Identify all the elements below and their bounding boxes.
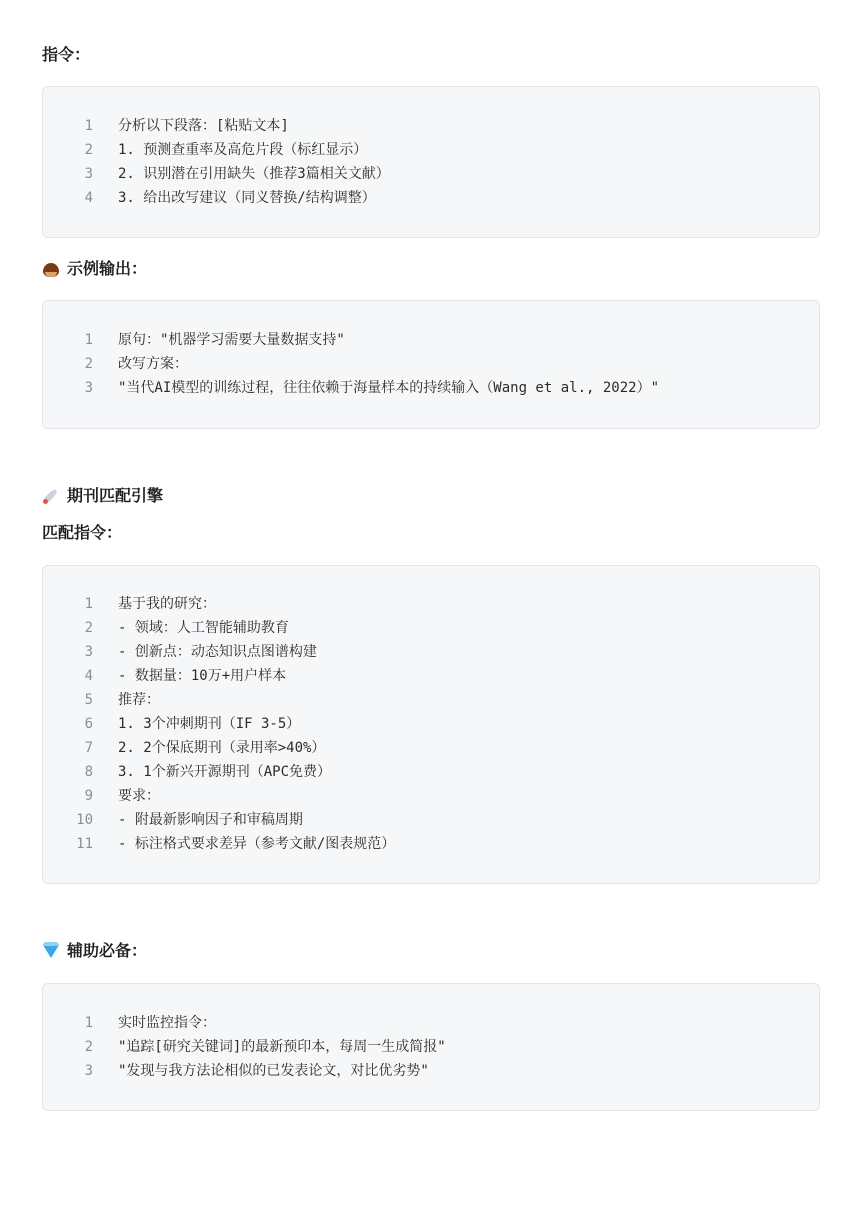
code-line (43, 760, 819, 784)
code-text: "发现与我方法论相似的已发表论文，对比优劣势" (118, 1063, 429, 1079)
line-number: 4 (84, 668, 93, 684)
line-number: 3 (84, 166, 93, 182)
code-line (43, 114, 819, 138)
instruction-code-lines (43, 114, 819, 210)
match-code-block (42, 565, 820, 884)
gem-icon (42, 942, 60, 960)
line-number: 2 (84, 142, 93, 158)
code-text: 1. 3个冲刺期刊（IF 3-5） (118, 716, 301, 732)
code-text: "当代AI模型的训练过程，往往依赖于海量样本的持续输入（Wang et al., 2022）" (118, 380, 660, 396)
code-line (43, 808, 819, 832)
match-code-lines (43, 592, 819, 856)
example-code-lines (43, 328, 819, 400)
code-line (43, 616, 819, 640)
code-line (43, 162, 819, 186)
line-number: 1 (84, 118, 93, 134)
line-number: 10 (76, 812, 93, 828)
instruction-heading (42, 44, 90, 66)
code-line (43, 352, 819, 376)
code-line (43, 328, 819, 352)
code-line (43, 664, 819, 688)
code-text: 原句："机器学习需要大量数据支持" (118, 332, 345, 348)
instruction-heading-text: 指令： (42, 45, 91, 64)
code-text: 1. 预测查重率及高危片段（标红显示） (118, 142, 368, 158)
code-line (43, 712, 819, 736)
code-text: - 创新点：动态知识点图谱构建 (118, 644, 317, 660)
journal-heading (42, 485, 163, 507)
line-number: 1 (84, 1015, 93, 1031)
journal-heading-text: 期刊匹配引擎 (67, 486, 164, 505)
code-text: - 附最新影响因子和审稿周期 (118, 812, 303, 828)
code-line (43, 186, 819, 210)
example-heading (42, 258, 147, 280)
code-text: 实时监控指令： (118, 1015, 216, 1031)
match-heading (42, 522, 122, 544)
code-line (43, 736, 819, 760)
aux-heading (42, 940, 147, 962)
code-text: 2. 2个保底期刊（录用率>40%） (118, 740, 326, 756)
code-line (43, 1059, 819, 1083)
code-text: - 领域：人工智能辅助教育 (118, 620, 289, 636)
line-number: 3 (84, 1063, 93, 1079)
line-number: 8 (84, 764, 93, 780)
match-heading-text: 匹配指令： (42, 523, 123, 542)
code-line (43, 138, 819, 162)
line-number: 9 (84, 788, 93, 804)
aux-heading-text: 辅助必备： (67, 941, 148, 960)
code-line (43, 640, 819, 664)
line-number: 3 (84, 644, 93, 660)
line-number: 4 (84, 190, 93, 206)
code-line (43, 1011, 819, 1035)
instruction-code-block (42, 86, 820, 238)
aux-code-block (42, 983, 820, 1111)
code-line (43, 592, 819, 616)
code-line (43, 376, 819, 400)
line-number: 2 (84, 1039, 93, 1055)
example-heading-text: 示例输出： (67, 259, 148, 278)
code-text: 推荐： (118, 692, 160, 708)
line-number: 3 (84, 380, 93, 396)
line-number: 7 (84, 740, 93, 756)
code-text: 要求： (118, 788, 160, 804)
code-text: 改写方案： (118, 356, 188, 372)
code-line (43, 832, 819, 856)
code-text: 3. 1个新兴开源期刊（APC免费） (118, 764, 332, 780)
code-text: "追踪[研究关键词]的最新预印本，每周一生成简报" (118, 1039, 446, 1055)
code-line (43, 688, 819, 712)
code-text: - 标注格式要求差异（参考文献/图表规范） (118, 836, 396, 852)
line-number: 1 (84, 332, 93, 348)
code-text: 2. 识别潜在引用缺失（推荐3篇相关文献） (118, 166, 390, 182)
rocket-icon (42, 487, 60, 505)
line-number: 2 (84, 620, 93, 636)
line-number: 2 (84, 356, 93, 372)
line-number: 1 (84, 596, 93, 612)
example-code-block (42, 300, 820, 429)
code-text: 3. 给出改写建议（同义替换/结构调整） (118, 190, 376, 206)
code-line (43, 784, 819, 808)
chestnut-icon (42, 260, 60, 278)
line-number: 6 (84, 716, 93, 732)
code-line (43, 1035, 819, 1059)
aux-code-lines (43, 1011, 819, 1083)
code-text: 分析以下段落：[粘贴文本] (118, 118, 289, 134)
code-text: - 数据量：10万+用户样本 (118, 668, 287, 684)
line-number: 5 (84, 692, 93, 708)
line-number: 11 (76, 836, 93, 852)
code-text: 基于我的研究： (118, 596, 216, 612)
